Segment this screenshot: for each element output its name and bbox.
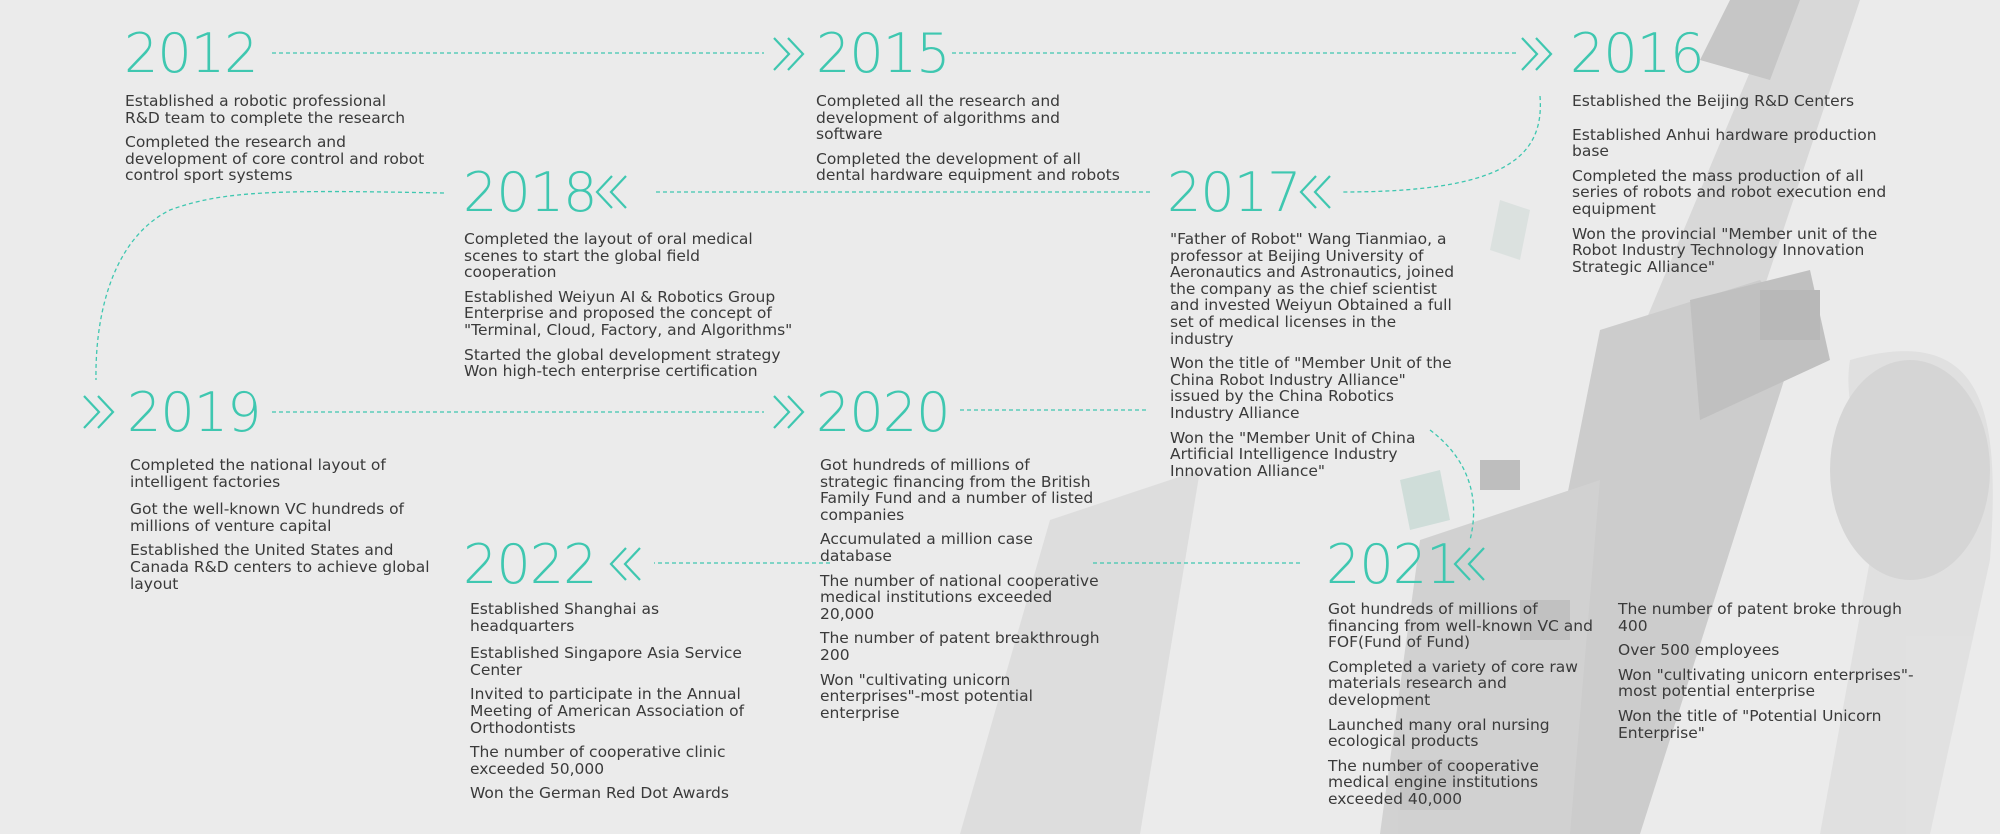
milestone-item: Established Shanghai as headquarters: [470, 600, 660, 635]
milestone-item: Completed all the research and development of algorithms and software: [816, 92, 1061, 144]
double-chevron-left-icon: [592, 174, 630, 210]
milestone-2021-items-left: [1328, 601, 1603, 808]
milestone-2016-items: [1572, 93, 1892, 275]
milestone-item: The number of patent breakthrough 200: [820, 629, 1100, 664]
milestone-item: Established a robotic professional R&D team to complete the research: [125, 92, 406, 127]
double-chevron-right-icon: [82, 394, 120, 430]
milestone-item: Completed the national layout of intelligent factories: [130, 456, 386, 491]
double-chevron-right-icon: [772, 36, 810, 72]
milestone-item: Won the title of "Member Unit of the China Robot Industry Alliance" issued by the China Robotics Industry Alliance: [1170, 354, 1452, 422]
milestone-item: Won "cultivating unicorn enterprises"-most potential enterprise: [1618, 665, 1914, 701]
milestone-2012-items: [125, 93, 425, 184]
milestone-item: Invited to participate in the Annual Meeting of American Association of Orthodontists: [470, 685, 745, 737]
year-2012: 2012: [124, 22, 258, 85]
milestone-item: Completed the layout of oral medical scenes to start the global field cooperation: [464, 230, 753, 282]
double-chevron-right-icon: [772, 394, 810, 430]
year-2019: 2019: [127, 381, 261, 444]
milestone-item: Won "cultivating unicorn enterprises"-most potential enterprise: [820, 670, 1033, 722]
year-2017: 2017: [1167, 161, 1301, 224]
milestone-2015-items: [816, 93, 1126, 184]
milestone-item: Completed the mass production of all series of robots and robot execution end equipment: [1572, 166, 1887, 218]
year-2018: 2018: [463, 161, 597, 224]
milestone-item: Won the title of "Potential Unicorn Enterprise": [1618, 706, 1882, 742]
milestone-item: Established Anhui hardware production base: [1572, 125, 1877, 161]
milestone-item: Established the Beijing R&D Centers: [1572, 92, 1855, 110]
milestone-item: Won the provincial "Member unit of the Robot Industry Technology Innovation Strategic Alliance": [1572, 224, 1878, 276]
milestone-item: Got hundreds of millions of financing from well-known VC and FOF(Fund of Fund): [1328, 600, 1593, 652]
milestone-item: Won the German Red Dot Awards: [470, 784, 729, 803]
milestone-item: Established the United States and Canada R&D centers to achieve global layout: [130, 541, 430, 593]
milestone-2017-items: [1170, 231, 1460, 479]
milestone-item: Established Weiyun AI & Robotics Group Enterprise and proposed the concept of "Terminal, Cloud, Factory, and Algorithms": [464, 287, 793, 339]
milestone-item: Started the global development strategy Won high-tech enterprise certification: [464, 345, 781, 381]
milestone-item: Got the well-known VC hundreds of millions of venture capital: [130, 500, 405, 535]
milestone-item: Completed the development of all dental hardware equipment and robots: [816, 149, 1120, 185]
milestone-item: Accumulated a million case database: [820, 530, 1033, 565]
year-2015: 2015: [816, 22, 950, 85]
milestone-item: The number of patent broke through 400: [1618, 600, 1902, 635]
milestone-2020-items: [820, 457, 1100, 721]
milestone-2022-items: [470, 601, 760, 802]
milestone-2019-items: [130, 457, 435, 592]
milestone-item: Won the "Member Unit of China Artificial Intelligence Industry Innovation Alliance": [1170, 428, 1416, 480]
milestone-item: Completed a variety of core raw materials research and development: [1328, 657, 1578, 709]
milestone-item: The number of cooperative medical engine institutions exceeded 40,000: [1328, 756, 1539, 808]
milestone-item: The number of national cooperative medical institutions exceeded 20,000: [820, 571, 1099, 623]
milestone-2018-items: [464, 231, 794, 380]
milestone-item: Established Singapore Asia Service Center: [470, 644, 742, 679]
milestone-item: "Father of Robot" Wang Tianmiao, a professor at Beijing University of Aeronautics and Astronautics, joined the company as the chief scientist and invested Weiyun Obtained a full set of medical licenses in the industry: [1170, 230, 1455, 348]
double-chevron-right-icon: [1520, 36, 1558, 72]
year-2022: 2022: [463, 533, 597, 596]
double-chevron-left-icon: [1296, 174, 1334, 210]
milestone-item: Launched many oral nursing ecological products: [1328, 715, 1550, 751]
milestone-item: Completed the research and development of core control and robot control sport systems: [125, 133, 425, 185]
milestone-2021-items-right: [1618, 601, 1918, 741]
year-2020: 2020: [816, 381, 950, 444]
milestone-item: Got hundreds of millions of strategic financing from the British Family Fund and a number of listed companies: [820, 456, 1094, 524]
double-chevron-left-icon: [606, 546, 644, 582]
year-2016: 2016: [1570, 22, 1704, 85]
year-2021: 2021: [1326, 533, 1460, 596]
milestone-item: The number of cooperative clinic exceeded 50,000: [470, 743, 726, 778]
milestone-item: Over 500 employees: [1618, 641, 1780, 660]
